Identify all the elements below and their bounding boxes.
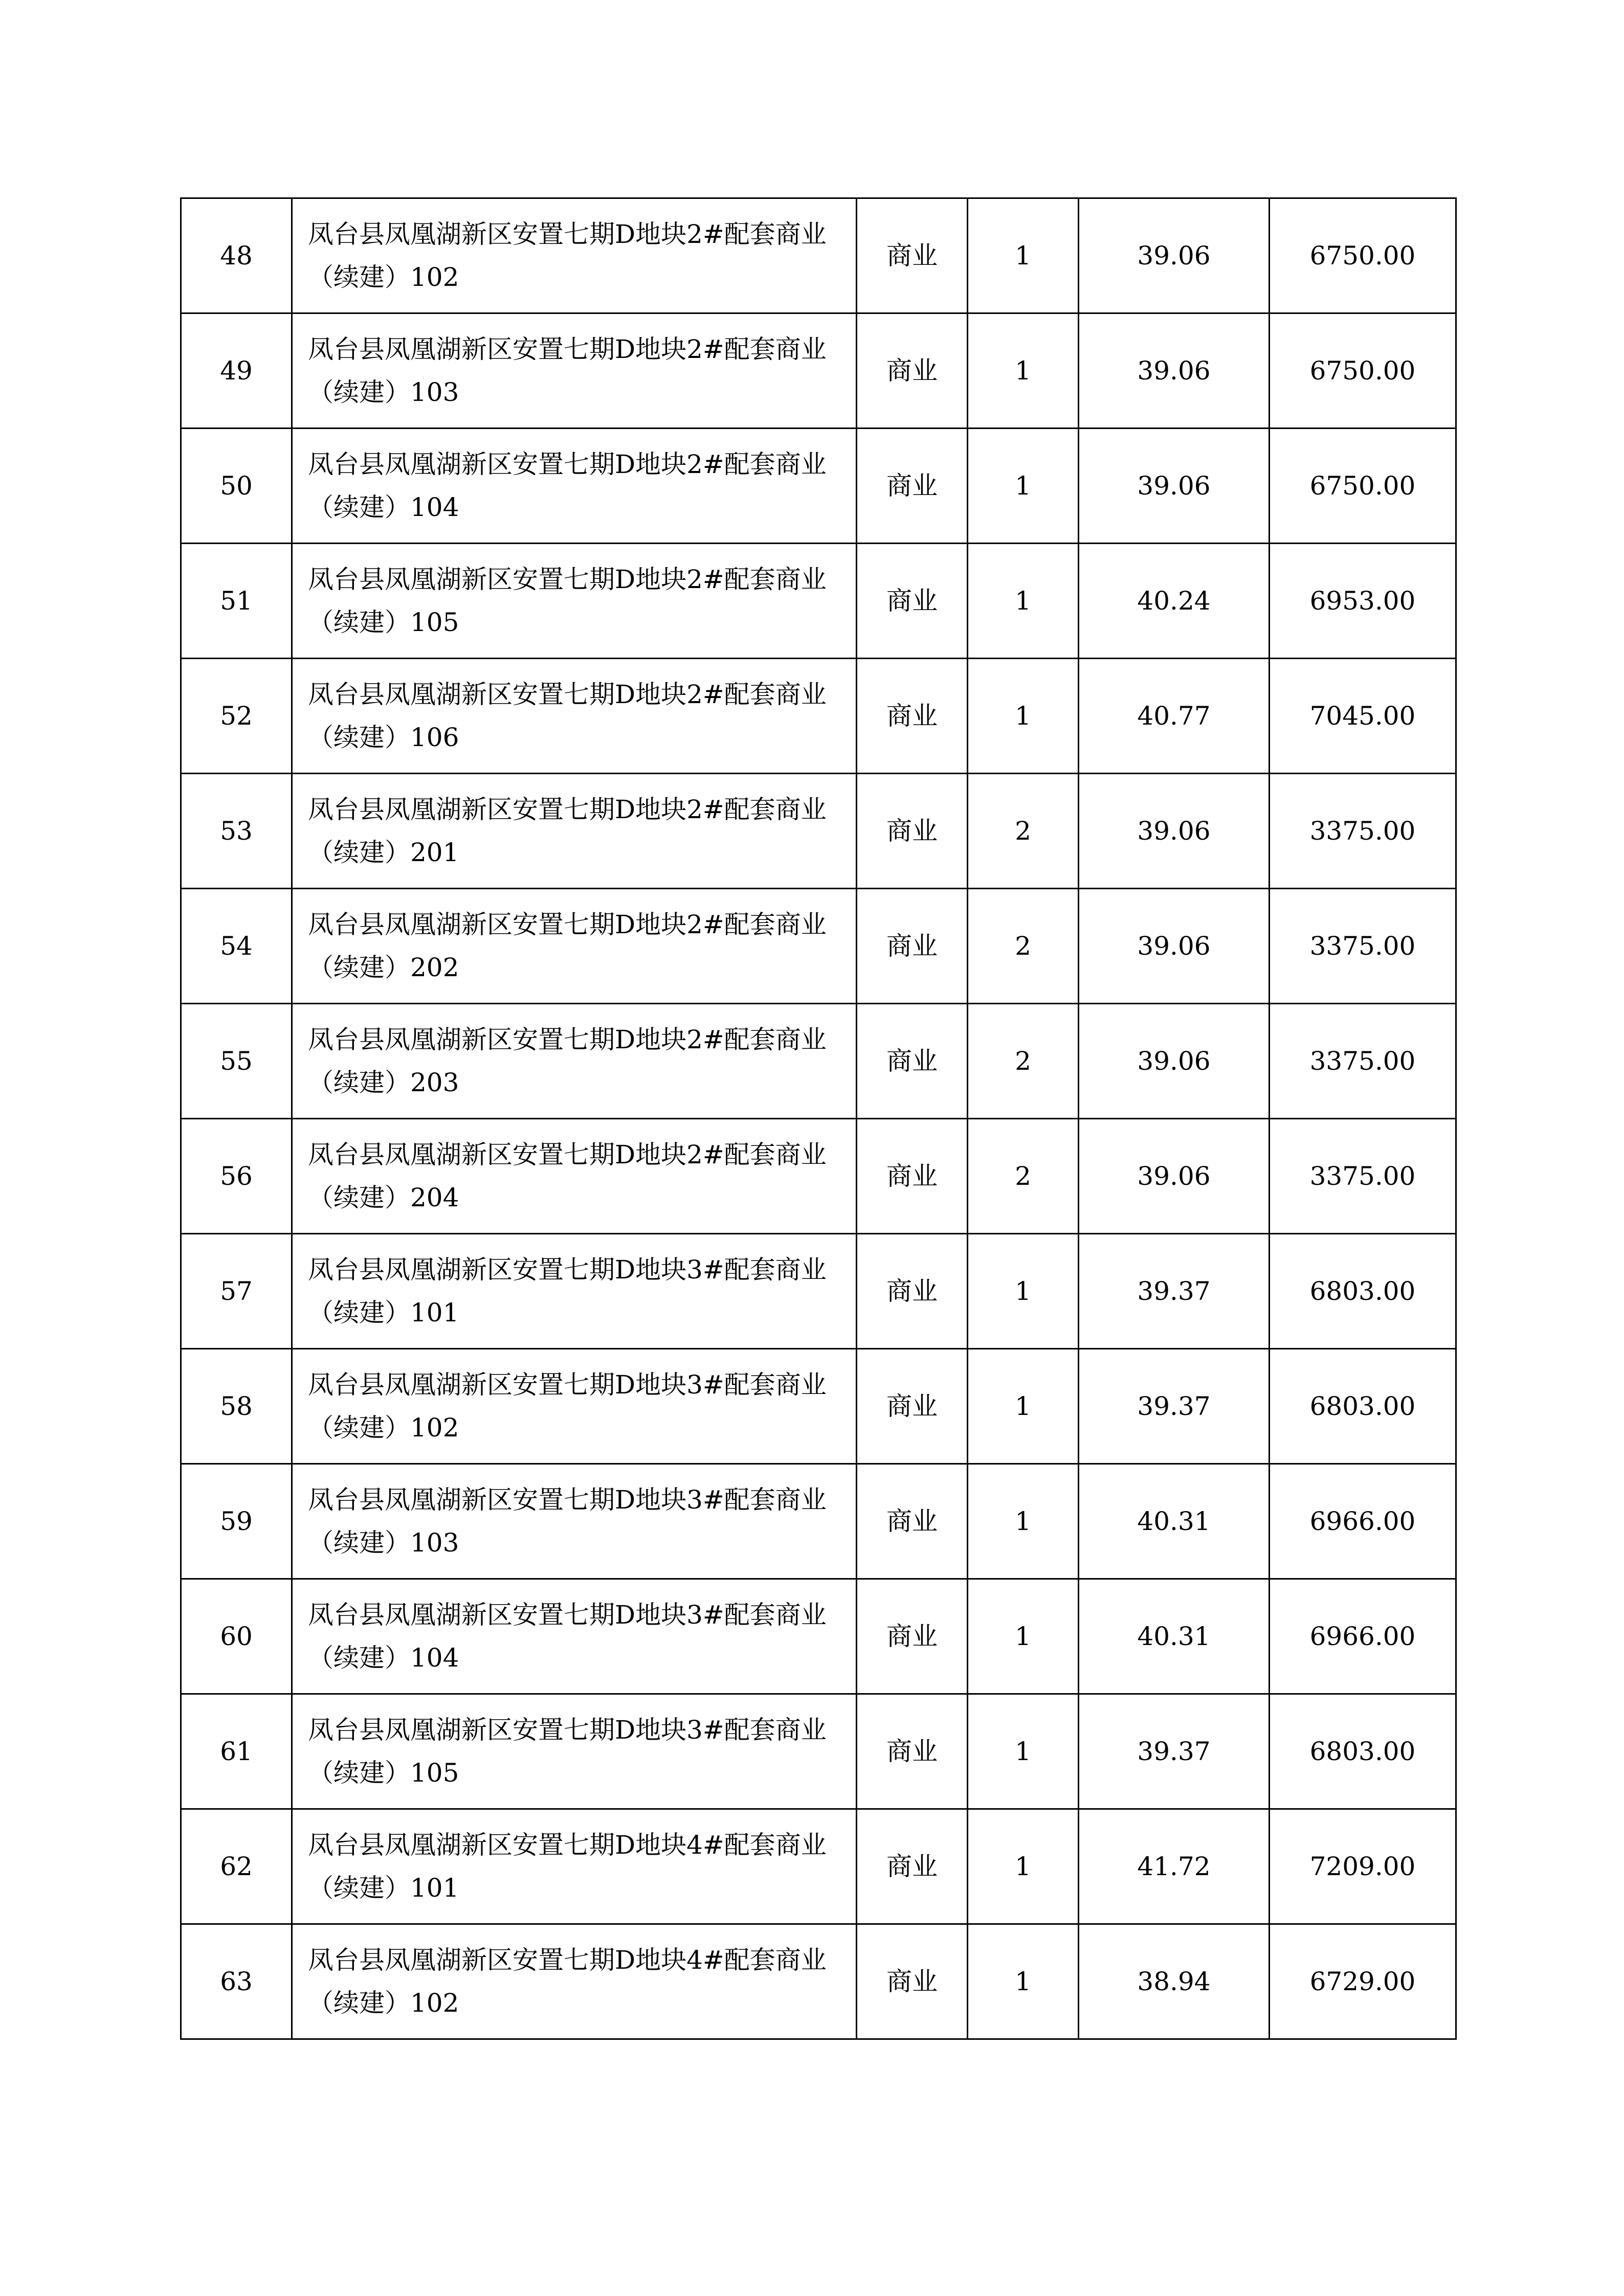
floor-cell: 1 bbox=[968, 1579, 1079, 1694]
property-table-body bbox=[181, 198, 1456, 2039]
table-row bbox=[181, 1349, 1456, 1464]
price-cell: 3375.00 bbox=[1270, 774, 1456, 889]
price-cell: 6966.00 bbox=[1270, 1464, 1456, 1579]
row-number-cell: 51 bbox=[181, 544, 292, 659]
row-number-cell: 50 bbox=[181, 429, 292, 544]
area-cell: 40.77 bbox=[1079, 659, 1270, 774]
usage-cell: 商业 bbox=[857, 544, 968, 659]
price-cell: 6750.00 bbox=[1270, 198, 1456, 313]
area-cell: 39.06 bbox=[1079, 198, 1270, 313]
property-name-cell: 凤台县凤凰湖新区安置七期D地块2#配套商业（续建）203 bbox=[292, 1004, 857, 1119]
table-row bbox=[181, 1119, 1456, 1234]
floor-cell: 1 bbox=[968, 198, 1079, 313]
usage-cell: 商业 bbox=[857, 774, 968, 889]
table-row bbox=[181, 1809, 1456, 1924]
area-cell: 39.06 bbox=[1079, 774, 1270, 889]
area-cell: 39.06 bbox=[1079, 889, 1270, 1004]
row-number-cell: 61 bbox=[181, 1694, 292, 1809]
area-cell: 39.37 bbox=[1079, 1694, 1270, 1809]
price-cell: 6803.00 bbox=[1270, 1349, 1456, 1464]
usage-cell: 商业 bbox=[857, 1464, 968, 1579]
property-table bbox=[180, 197, 1457, 2040]
floor-cell: 1 bbox=[968, 313, 1079, 429]
price-cell: 6750.00 bbox=[1270, 313, 1456, 429]
usage-cell: 商业 bbox=[857, 429, 968, 544]
floor-cell: 1 bbox=[968, 1924, 1079, 2039]
floor-cell: 1 bbox=[968, 1809, 1079, 1924]
price-cell: 6803.00 bbox=[1270, 1234, 1456, 1349]
table-row bbox=[181, 1464, 1456, 1579]
area-cell: 39.37 bbox=[1079, 1234, 1270, 1349]
price-cell: 3375.00 bbox=[1270, 1119, 1456, 1234]
floor-cell: 2 bbox=[968, 1119, 1079, 1234]
property-name-cell: 凤台县凤凰湖新区安置七期D地块3#配套商业（续建）103 bbox=[292, 1464, 857, 1579]
property-name-cell: 凤台县凤凰湖新区安置七期D地块4#配套商业（续建）101 bbox=[292, 1809, 857, 1924]
table-row bbox=[181, 198, 1456, 313]
table-row bbox=[181, 1004, 1456, 1119]
table-row bbox=[181, 1694, 1456, 1809]
table-row bbox=[181, 429, 1456, 544]
floor-cell: 1 bbox=[968, 1694, 1079, 1809]
row-number-cell: 58 bbox=[181, 1349, 292, 1464]
row-number-cell: 53 bbox=[181, 774, 292, 889]
property-name-cell: 凤台县凤凰湖新区安置七期D地块2#配套商业（续建）106 bbox=[292, 659, 857, 774]
property-name-cell: 凤台县凤凰湖新区安置七期D地块2#配套商业（续建）201 bbox=[292, 774, 857, 889]
price-cell: 6803.00 bbox=[1270, 1694, 1456, 1809]
table-row bbox=[181, 1579, 1456, 1694]
price-cell: 6750.00 bbox=[1270, 429, 1456, 544]
row-number-cell: 49 bbox=[181, 313, 292, 429]
price-cell: 3375.00 bbox=[1270, 1004, 1456, 1119]
usage-cell: 商业 bbox=[857, 659, 968, 774]
area-cell: 41.72 bbox=[1079, 1809, 1270, 1924]
floor-cell: 1 bbox=[968, 1349, 1079, 1464]
row-number-cell: 57 bbox=[181, 1234, 292, 1349]
price-cell: 7045.00 bbox=[1270, 659, 1456, 774]
table-row bbox=[181, 544, 1456, 659]
row-number-cell: 59 bbox=[181, 1464, 292, 1579]
property-name-cell: 凤台县凤凰湖新区安置七期D地块4#配套商业（续建）102 bbox=[292, 1924, 857, 2039]
price-cell: 6729.00 bbox=[1270, 1924, 1456, 2039]
table-row bbox=[181, 774, 1456, 889]
property-name-cell: 凤台县凤凰湖新区安置七期D地块2#配套商业（续建）102 bbox=[292, 198, 857, 313]
floor-cell: 1 bbox=[968, 429, 1079, 544]
row-number-cell: 48 bbox=[181, 198, 292, 313]
area-cell: 39.06 bbox=[1079, 429, 1270, 544]
property-name-cell: 凤台县凤凰湖新区安置七期D地块2#配套商业（续建）103 bbox=[292, 313, 857, 429]
price-cell: 6966.00 bbox=[1270, 1579, 1456, 1694]
usage-cell: 商业 bbox=[857, 1924, 968, 2039]
property-name-cell: 凤台县凤凰湖新区安置七期D地块2#配套商业（续建）105 bbox=[292, 544, 857, 659]
usage-cell: 商业 bbox=[857, 313, 968, 429]
usage-cell: 商业 bbox=[857, 1809, 968, 1924]
usage-cell: 商业 bbox=[857, 1234, 968, 1349]
floor-cell: 2 bbox=[968, 889, 1079, 1004]
row-number-cell: 56 bbox=[181, 1119, 292, 1234]
area-cell: 40.31 bbox=[1079, 1464, 1270, 1579]
property-name-cell: 凤台县凤凰湖新区安置七期D地块3#配套商业（续建）102 bbox=[292, 1349, 857, 1464]
table-row bbox=[181, 659, 1456, 774]
area-cell: 40.24 bbox=[1079, 544, 1270, 659]
row-number-cell: 60 bbox=[181, 1579, 292, 1694]
property-name-cell: 凤台县凤凰湖新区安置七期D地块3#配套商业（续建）105 bbox=[292, 1694, 857, 1809]
property-name-cell: 凤台县凤凰湖新区安置七期D地块2#配套商业（续建）204 bbox=[292, 1119, 857, 1234]
price-cell: 6953.00 bbox=[1270, 544, 1456, 659]
row-number-cell: 62 bbox=[181, 1809, 292, 1924]
area-cell: 39.37 bbox=[1079, 1349, 1270, 1464]
area-cell: 39.06 bbox=[1079, 1004, 1270, 1119]
price-cell: 3375.00 bbox=[1270, 889, 1456, 1004]
table-row bbox=[181, 889, 1456, 1004]
price-cell: 7209.00 bbox=[1270, 1809, 1456, 1924]
property-name-cell: 凤台县凤凰湖新区安置七期D地块3#配套商业（续建）104 bbox=[292, 1579, 857, 1694]
usage-cell: 商业 bbox=[857, 889, 968, 1004]
area-cell: 39.06 bbox=[1079, 313, 1270, 429]
row-number-cell: 63 bbox=[181, 1924, 292, 2039]
floor-cell: 1 bbox=[968, 1234, 1079, 1349]
row-number-cell: 52 bbox=[181, 659, 292, 774]
area-cell: 38.94 bbox=[1079, 1924, 1270, 2039]
property-name-cell: 凤台县凤凰湖新区安置七期D地块2#配套商业（续建）202 bbox=[292, 889, 857, 1004]
usage-cell: 商业 bbox=[857, 1579, 968, 1694]
table-row bbox=[181, 1234, 1456, 1349]
floor-cell: 1 bbox=[968, 1464, 1079, 1579]
floor-cell: 2 bbox=[968, 774, 1079, 889]
property-name-cell: 凤台县凤凰湖新区安置七期D地块2#配套商业（续建）104 bbox=[292, 429, 857, 544]
floor-cell: 1 bbox=[968, 544, 1079, 659]
floor-cell: 1 bbox=[968, 659, 1079, 774]
usage-cell: 商业 bbox=[857, 1004, 968, 1119]
area-cell: 40.31 bbox=[1079, 1579, 1270, 1694]
area-cell: 39.06 bbox=[1079, 1119, 1270, 1234]
usage-cell: 商业 bbox=[857, 1349, 968, 1464]
usage-cell: 商业 bbox=[857, 198, 968, 313]
usage-cell: 商业 bbox=[857, 1119, 968, 1234]
row-number-cell: 55 bbox=[181, 1004, 292, 1119]
table-row bbox=[181, 1924, 1456, 2039]
table-row bbox=[181, 313, 1456, 429]
usage-cell: 商业 bbox=[857, 1694, 968, 1809]
row-number-cell: 54 bbox=[181, 889, 292, 1004]
property-name-cell: 凤台县凤凰湖新区安置七期D地块3#配套商业（续建）101 bbox=[292, 1234, 857, 1349]
floor-cell: 2 bbox=[968, 1004, 1079, 1119]
